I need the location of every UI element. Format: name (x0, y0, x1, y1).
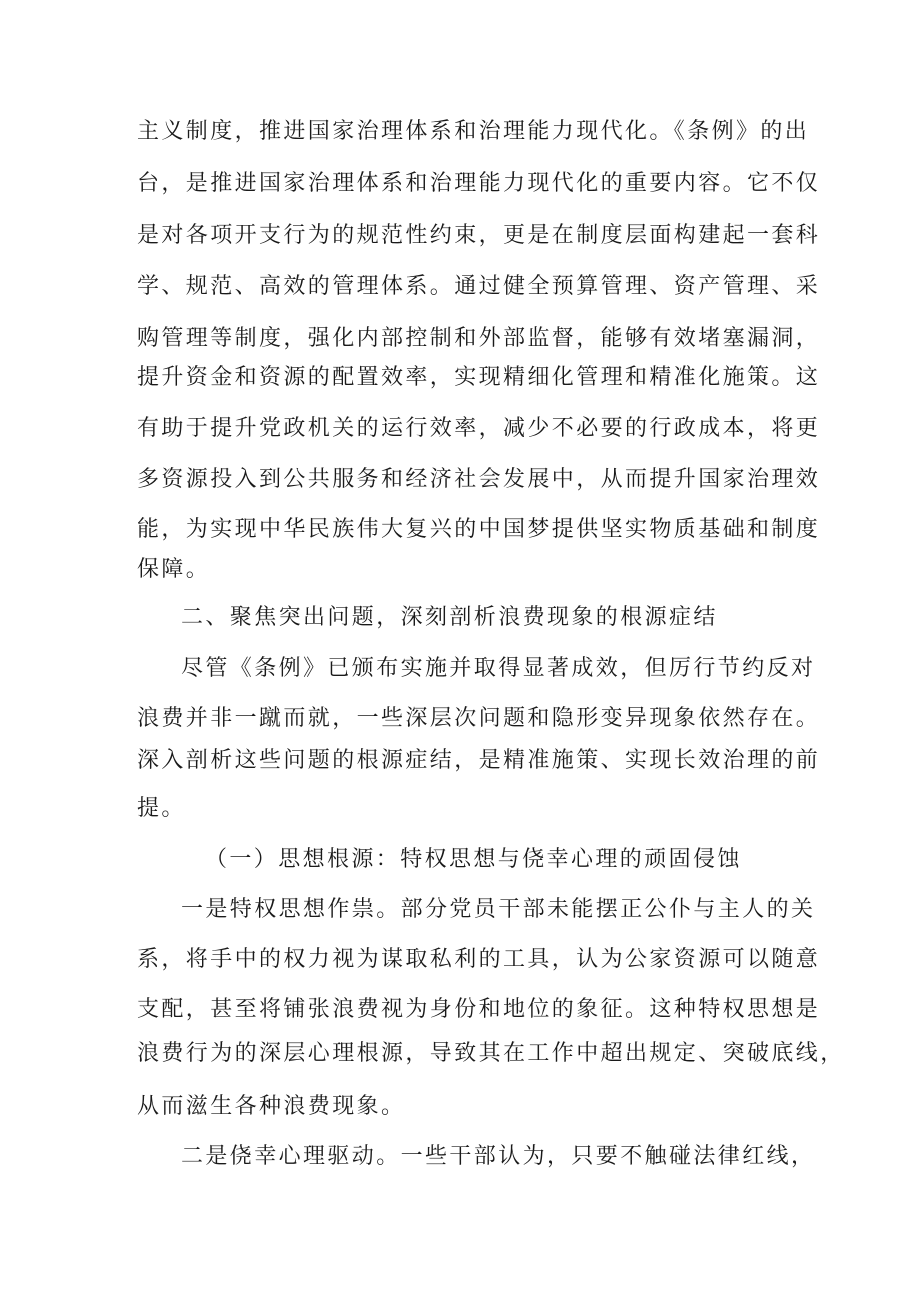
text-line: 是对各项开支行为的规范性约束，更是在制度层面构建起一套科 (137, 223, 821, 248)
text-line: 从而滋生各种浪费现象。 (137, 1094, 406, 1119)
text-line: 学、规范、高效的管理体系。通过健全预算管理、资产管理、采 (137, 274, 821, 299)
text-line: 主义制度，推进国家治理体系和治理能力现代化。《条例》的出 (137, 119, 810, 144)
text-line: 提。 (137, 796, 186, 821)
subsection-heading: （一）思想根源：特权思想与侥幸心理的顽固侵蚀 (205, 847, 742, 872)
text-line: 一是特权思想作祟。部分党员干部未能摆正公仆与主人的关 (181, 897, 816, 922)
text-line: 多资源投入到公共服务和经济社会发展中，从而提升国家治理效 (137, 467, 821, 492)
text-line: 浪费并非一蹴而就，一些深层次问题和隐形变异现象依然存在。 (137, 706, 821, 731)
text-line: 浪费行为的深层心理根源，导致其在工作中超出规定、突破底线， (137, 1041, 845, 1066)
text-line: 台，是推进国家治理体系和治理能力现代化的重要内容。它不仅 (137, 171, 821, 196)
text-line: 系，将手中的权力视为谋取私利的工具，认为公家资源可以随意 (137, 947, 821, 972)
text-line: 有助于提升党政机关的运行效率，减少不必要的行政成本，将更 (137, 416, 821, 441)
text-line: 支配，甚至将铺张浪费视为身份和地位的象征。这种特权思想是 (137, 997, 821, 1022)
text-line: 提升资金和资源的配置效率，实现精细化管理和精准化施策。这 (137, 365, 821, 390)
text-line: 深入剖析这些问题的根源症结，是精准施策、实现长效治理的前 (137, 748, 821, 773)
text-line: 购管理等制度，强化内部控制和外部监督，能够有效堵塞漏洞， (137, 326, 821, 351)
text-line: 能，为实现中华民族伟大复兴的中国梦提供坚实物质基础和制度 (137, 517, 821, 542)
section-heading: 二、聚焦突出问题，深刻剖析浪费现象的根源症结 (181, 605, 718, 630)
text-line: 保障。 (137, 557, 211, 582)
text-line: 尽管《条例》已颁布实施并取得显著成效，但厉行节约反对 (181, 656, 816, 681)
text-line: 二是侥幸心理驱动。一些干部认为，只要不触碰法律红线， (181, 1144, 816, 1169)
